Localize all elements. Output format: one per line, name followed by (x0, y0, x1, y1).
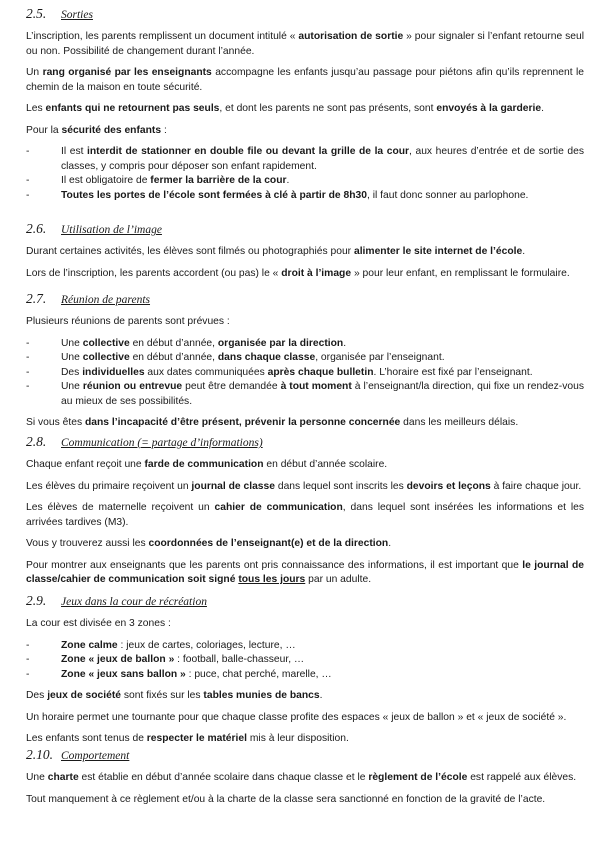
dash-bullet-icon: - (26, 146, 30, 157)
bold-run: journal de classe (191, 480, 275, 492)
bold-run: Zone « jeux de ballon » (61, 654, 175, 665)
dash-bullet-icon: - (26, 381, 30, 392)
bold-run: le journal de classe/cahier de communication soit signé (26, 559, 584, 585)
list-item (26, 639, 584, 654)
text-run: » pour leur enfant, en remplissant le formulaire. (351, 267, 570, 279)
section-2-5 (26, 6, 584, 210)
list-item (26, 380, 584, 409)
section-title: Réunion de parents (61, 294, 151, 306)
text-run: en début d’année, (129, 337, 218, 349)
text-run: Durant certaines activités, les élèves sont filmés ou photographiés pour (26, 246, 354, 257)
bold-run: charte (47, 772, 79, 783)
text-run: Pour la (26, 124, 62, 136)
section-2-8 (26, 434, 584, 595)
text-run: à l’enseignant/la direction, qui fixe un rendez-vous au mieux de ses possibilités. (61, 381, 584, 407)
text-run: » pour signaler si l’enfant retourne seul ou non. Possibilité de changement durant l’année. (26, 31, 584, 57)
section-heading (26, 434, 584, 452)
text-run: mis à leur disposition. (246, 733, 349, 744)
text-run: en début d’année, (129, 352, 218, 363)
text-run: . (388, 538, 392, 549)
bold-run: cahier de communication (214, 502, 343, 513)
bold-run: dans chaque classe (217, 352, 316, 363)
section-title: Comportement (61, 750, 130, 762)
text-run: Les enfants sont tenus de (26, 733, 147, 744)
bold-run: autorisation de sortie (298, 31, 404, 42)
text-run: La cour est divisée en 3 zones : (26, 618, 171, 629)
bold-run: organisée par la direction (217, 337, 344, 349)
paragraph (26, 245, 584, 260)
list-item (26, 337, 584, 352)
paragraph (26, 416, 584, 431)
text-run: . (541, 103, 544, 114)
text-run: à faire chaque jour. (490, 480, 582, 492)
bold-run: fermer la barrière de la cour (150, 175, 287, 186)
text-run: . (319, 690, 323, 701)
text-run: Des (26, 690, 48, 701)
section-number: 2.5. (26, 6, 47, 21)
section-title: Communication (= partage d’informations) (61, 437, 263, 449)
paragraph (26, 267, 584, 282)
bold-run: droit à l’image (281, 267, 352, 279)
text-run: dans les meilleurs délais. (400, 417, 519, 428)
section-heading (26, 747, 584, 765)
list-item (26, 653, 584, 668)
section-2-7 (26, 291, 584, 438)
text-run: . (522, 246, 526, 257)
dash-bullet-icon: - (26, 639, 30, 651)
bold-run: interdit de stationner en double file ou devant la grille de la cour (87, 146, 410, 157)
text-run: . L’horaire est fixé par l’enseignant. (373, 366, 533, 378)
section-number: 2.10. (26, 747, 53, 762)
bold-run: dans l’incapacité d’être présent, prévenir la personne concernée (84, 417, 401, 428)
section-title: Utilisation de l’image (61, 224, 162, 236)
list-item (26, 145, 584, 174)
bold-run: règlement de l’école (368, 772, 468, 783)
section-2-6 (26, 221, 584, 288)
text-run: Les élèves de maternelle reçoivent un (26, 502, 215, 513)
bold-run: devoirs et leçons (406, 480, 491, 492)
section-title: Sorties (61, 9, 93, 21)
text-run: Il est obligatoire de (61, 175, 151, 186)
text-run: est rappelé aux élèves. (467, 772, 577, 783)
dash-bullet-icon: - (26, 337, 30, 349)
bold-run: Zone « jeux sans ballon » (61, 668, 186, 680)
section-number: 2.6. (26, 221, 47, 236)
text-run: , aux heures d’entrée et de sortie des classes, y compris pour déposer son enfant rapidement. (61, 146, 584, 172)
paragraph (26, 711, 584, 726)
bold-run: collective (82, 352, 130, 363)
paragraph (26, 559, 584, 588)
text-run: , il faut donc sonner au parlophone. (366, 189, 529, 201)
text-run: aux dates communiquées (144, 366, 268, 378)
text-run: Plusieurs réunions de parents sont prévues : (26, 316, 230, 327)
list-item (26, 366, 584, 381)
section-heading (26, 221, 584, 239)
bold-underlined-run: tous les jours (238, 574, 306, 585)
list-item (26, 351, 584, 366)
text-run: Vous y trouverez aussi les (26, 538, 149, 549)
bold-run: réunion ou entrevue (82, 381, 183, 392)
text-run: , organisée par l’enseignant. (315, 352, 445, 363)
text-run: dans lequel sont inscrits les (274, 480, 407, 492)
dash-bullet-icon: - (26, 654, 30, 665)
bold-run: alimenter le site internet de l’école (353, 246, 523, 257)
text-run: Des (61, 366, 83, 378)
bold-run: sécurité des enfants (61, 124, 162, 136)
paragraph (26, 732, 584, 747)
text-run: Tout manquement à ce règlement et/ou à la charte de la classe sera sanctionné en fonction de la gravité de l’acte. (26, 793, 546, 805)
text-run: Une (61, 352, 83, 363)
text-run: L’inscription, les parents remplissent un document intitulé « (26, 31, 299, 42)
paragraph (26, 771, 584, 786)
dash-bullet-icon: - (26, 175, 30, 186)
paragraph (26, 458, 584, 473)
bold-run: enfants qui ne retournent pas seuls (45, 103, 220, 114)
bold-run: jeux de société (47, 690, 122, 701)
text-run: Pour montrer aux enseignants que les parents ont pris connaissance des informations, il est important que (26, 559, 523, 571)
bold-run: farde de communication (144, 459, 264, 470)
paragraph (26, 315, 584, 330)
bold-run: individuelles (82, 366, 145, 378)
text-run: est établie en début d’année scolaire dans chaque classe et le (78, 772, 369, 783)
section-number: 2.8. (26, 434, 47, 449)
paragraph (26, 501, 584, 530)
bold-run: envoyés à la garderie (436, 103, 542, 114)
section-heading (26, 593, 584, 611)
dash-bullet-icon: - (26, 189, 30, 201)
bold-run: rang organisé par les enseignants (42, 67, 212, 78)
list-item (26, 189, 584, 204)
dash-bullet-icon: - (26, 352, 30, 363)
bold-run: tables munies de bancs (203, 690, 320, 701)
dash-bullet-icon: - (26, 366, 30, 378)
paragraph (26, 124, 584, 139)
text-run: , et dont les parents ne sont pas présents, sont (219, 103, 437, 114)
bold-run: collective (82, 337, 130, 349)
text-run: en début d’année scolaire. (263, 459, 388, 470)
text-run: , dans lequel sont insérées les informations et les arrivées tardives (M3). (26, 502, 584, 528)
text-run: sont fixés sur les (121, 690, 204, 701)
bold-run: respecter le matériel (146, 733, 247, 744)
bold-run: Zone calme (61, 639, 118, 651)
paragraph (26, 102, 584, 117)
text-run: Il est (61, 146, 88, 157)
text-run: Les élèves du primaire reçoivent un (26, 480, 192, 492)
bold-run: Toutes les portes de l’école sont fermées à clé à partir de 8h30 (61, 189, 367, 201)
text-run: Un horaire permet une tournante pour que chaque classe profite des espaces « jeux de ballon » et « jeux de société ». (26, 711, 567, 723)
section-number: 2.9. (26, 593, 47, 608)
paragraph (26, 689, 584, 704)
text-run: Une (61, 381, 83, 392)
text-run: . (343, 337, 347, 349)
bold-run: coordonnées de l’enseignant(e) et de la direction (148, 538, 389, 549)
bullet-list (26, 145, 584, 203)
text-run: Si vous êtes (26, 417, 85, 428)
bullet-list (26, 639, 584, 683)
section-2-10 (26, 747, 584, 814)
paragraph (26, 30, 584, 59)
text-run: Lors de l’inscription, les parents accordent (ou pas) le « (26, 267, 282, 279)
text-run: : jeux de cartes, coloriages, lecture, … (117, 639, 296, 651)
dash-bullet-icon: - (26, 668, 30, 680)
text-run: peut être demandée (182, 381, 281, 392)
paragraph (26, 617, 584, 632)
list-item (26, 174, 584, 189)
text-run: : football, balle-chasseur, … (174, 654, 305, 665)
text-run: . (286, 175, 290, 186)
text-run: Chaque enfant reçoit une (26, 459, 145, 470)
text-run: : (161, 124, 167, 136)
paragraph (26, 793, 584, 808)
paragraph (26, 537, 584, 552)
text-run: : puce, chat perché, marelle, … (185, 668, 332, 680)
text-run: Une (26, 772, 48, 783)
bullet-list (26, 337, 584, 410)
text-run: Un (26, 67, 43, 78)
paragraph (26, 480, 584, 495)
text-run: accompagne les enfants jusqu’au passage pour piétons afin qu’ils reprennent le chemin de la maison en toute sécurité. (26, 67, 585, 93)
text-run: Les (26, 103, 46, 114)
paragraph (26, 66, 584, 95)
text-run: par un adulte. (305, 574, 372, 585)
section-heading (26, 6, 584, 24)
section-2-9 (26, 593, 584, 754)
bold-run: à tout moment (280, 381, 352, 392)
section-heading (26, 291, 584, 309)
text-run: Une (61, 337, 83, 349)
bold-run: après chaque bulletin (267, 366, 374, 378)
section-number: 2.7. (26, 291, 47, 306)
list-item (26, 668, 584, 683)
section-title: Jeux dans la cour de récréation (61, 596, 207, 608)
